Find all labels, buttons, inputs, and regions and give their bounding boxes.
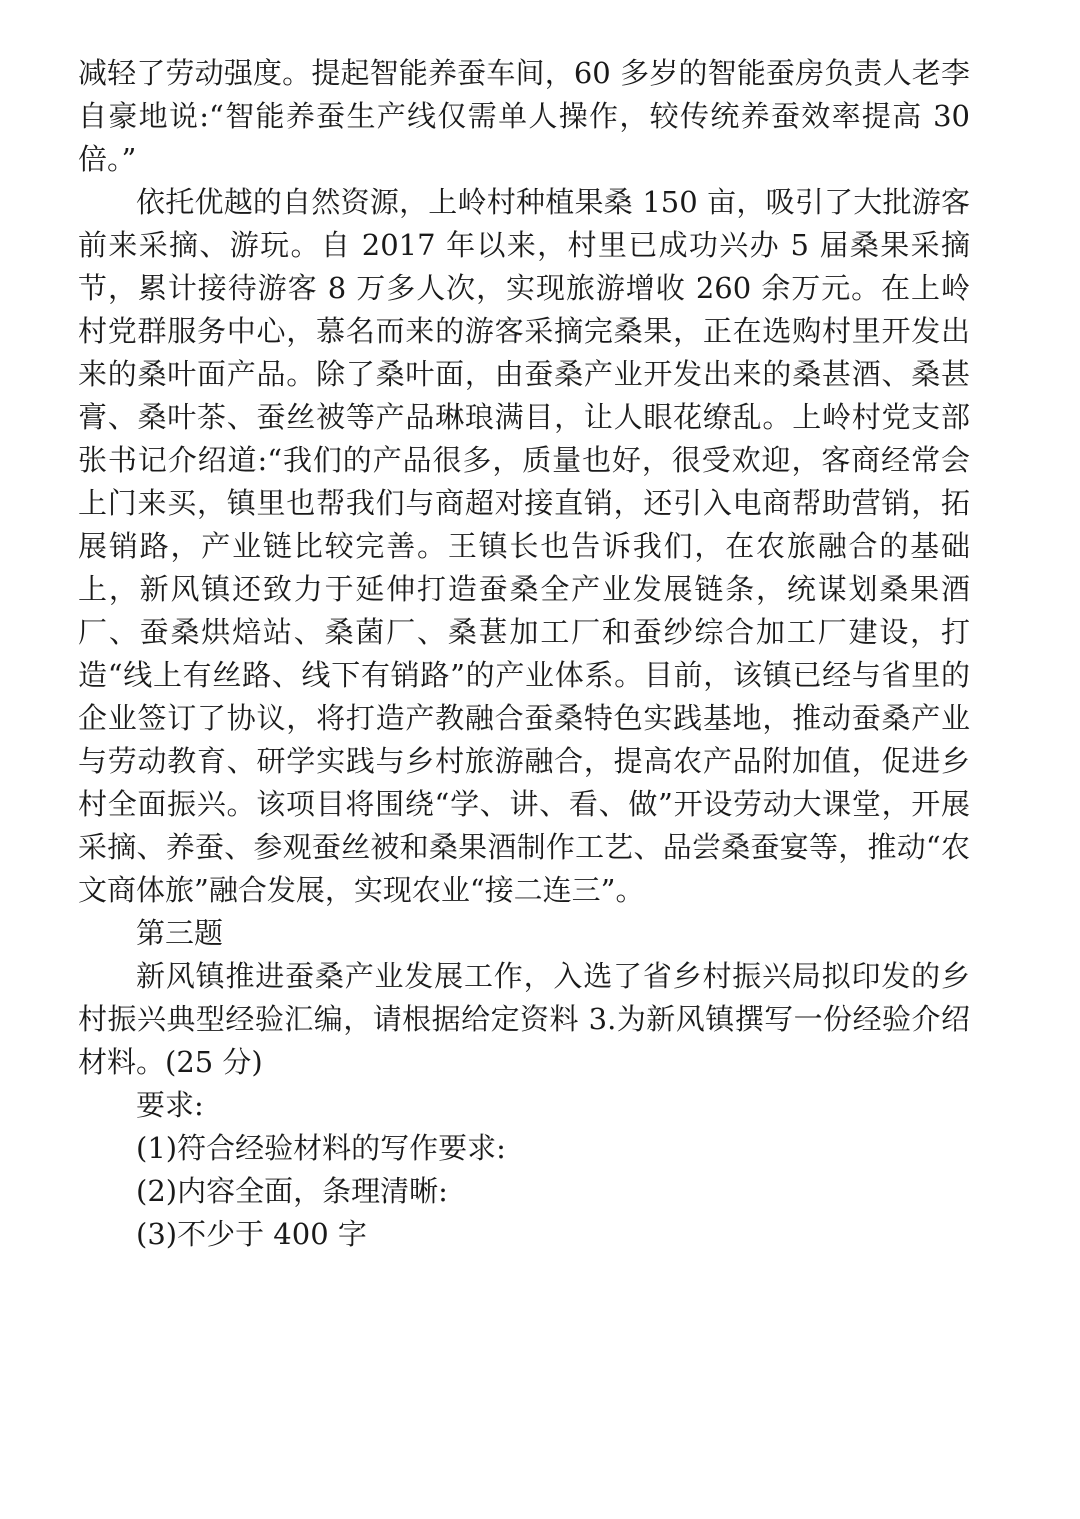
requirement-item-1: (1)符合经验材料的写作要求:	[136, 1131, 506, 1165]
requirements-heading: 要求:	[136, 1088, 204, 1122]
requirement-item-3: (3)不少于 400 字	[136, 1217, 367, 1251]
question-prompt: 新风镇推进蚕桑产业发展工作，入选了省乡村振兴局拟印发的乡村振兴典型经验汇编，请根据给定资料 3.为新风镇撰写一份经验介绍材料。(25 分)	[78, 959, 970, 1079]
requirement-item-2: (2)内容全面，条理清晰:	[136, 1174, 448, 1208]
question-heading: 第三题	[136, 916, 224, 950]
paragraph-2: 依托优越的自然资源，上岭村种植果桑 150 亩，吸引了大批游客前来采摘、游玩。自 2017 年以来，村里已成功兴办 5 届桑果采摘节，累计接待游客 8 万多人次，实现旅游增收 260 余万元。在上岭村党群服务中心，慕名而来的游客采摘完桑果，正在选购村里开发出来的桑叶面产品。除了桑叶面，由蚕桑产业开发出来的桑甚酒、桑甚膏、桑叶茶、蚕丝被等产品琳琅满目，让人眼花缭乱。上岭村党支部张书记介绍道:“我们的产品很多，质量也好，很受欢迎，客商经常会上门来买，镇里也帮我们与商超对接直销，还引入电商帮助营销，拓展销路，产业链比较完善。王镇长也告诉我们，在农旅融合的基础上，新风镇还致力于延伸打造蚕桑全产业发展链条，统谋划桑果酒厂、蚕桑烘焙站、桑菌厂、桑葚加工厂和蚕纱综合加工厂建设，打造“线上有丝路、线下有销路”的产业体系。目前，该镇已经与省里的企业签订了协议，将打造产教融合蚕桑特色实践基地，推动蚕桑产业与劳动教育、研学实践与乡村旅游融合，提高农产品附加值，促进乡村全面振兴。该项目将围绕“学、讲、看、做”开设劳动大课堂，开展采摘、养蚕、参观蚕丝被和桑果酒制作工艺、品尝桑蚕宴等，推动“农文商体旅”融合发展，实现农业“接二连三”。	[78, 185, 970, 907]
paragraph-1: 减轻了劳动强度。提起智能养蚕车间，60 多岁的智能蚕房负责人老李自豪地说:“智能养蚕生产线仅需单人操作，较传统养蚕效率提高 30 倍。”	[78, 56, 970, 176]
